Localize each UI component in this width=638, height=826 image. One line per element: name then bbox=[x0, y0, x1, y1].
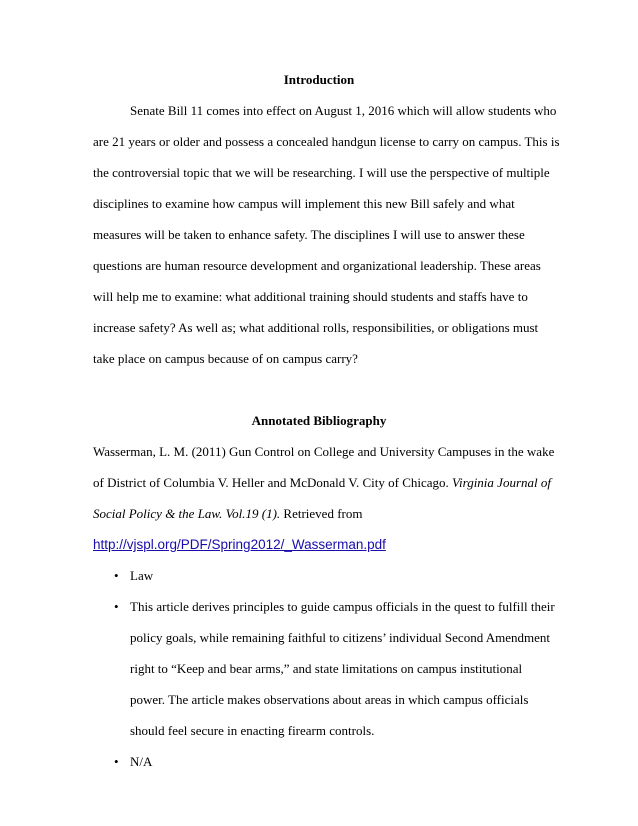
bullet-dot: • bbox=[114, 568, 119, 583]
citation-line-1: Wasserman, L. M. (2011) Gun Control on College and University Campuses in the wake bbox=[93, 444, 555, 459]
intro-line-7: will help me to examine: what additional training should students and staffs have to bbox=[93, 289, 528, 304]
retrieved-text: Retrieved from bbox=[280, 506, 363, 521]
journal-title: Virginia Journal of bbox=[452, 475, 551, 490]
citation-text: of District of Columbia V. Heller and McDonald V. City of Chicago. bbox=[93, 475, 453, 490]
bullet-discipline: Law bbox=[130, 568, 154, 583]
bullet-dot: • bbox=[114, 599, 119, 614]
summary-line-5: should feel secure in enacting firearm controls. bbox=[130, 723, 375, 738]
bibliography-heading: Annotated Bibliography bbox=[251, 413, 387, 428]
bullet-note: N/A bbox=[130, 754, 153, 769]
intro-line-6: questions are human resource development and organizational leadership. These areas bbox=[93, 258, 541, 273]
summary-line-4: power. The article makes observations about areas in which campus officials bbox=[130, 692, 529, 707]
citation-line-3 bbox=[93, 506, 553, 522]
intro-line-3: the controversial topic that we will be researching. I will use the perspective of multiple bbox=[93, 165, 550, 180]
introduction-heading: Introduction bbox=[283, 72, 355, 87]
bullet-dot: • bbox=[114, 754, 119, 769]
intro-line-8: increase safety? As well as; what additional rolls, responsibilities, or obligations must bbox=[93, 320, 539, 335]
citation-line-2 bbox=[93, 475, 553, 491]
summary-line-1: This article derives principles to guide campus officials in the quest to fulfill their bbox=[130, 599, 555, 614]
intro-line-5: measures will be taken to enhance safety. The disciplines I will use to answer these bbox=[93, 227, 525, 242]
intro-line-2: are 21 years or older and possess a concealed handgun license to carry on campus. This is bbox=[93, 134, 560, 149]
journal-volume: Social Policy & the Law. Vol.19 (1). bbox=[93, 506, 281, 521]
summary-line-2: policy goals, while remaining faithful to citizens’ individual Second Amendment bbox=[130, 630, 550, 645]
citation-url-link[interactable]: http://vjspl.org/PDF/Spring2012/_Wasserman.pdf bbox=[93, 537, 386, 552]
intro-line-4: disciplines to examine how campus will implement this new Bill safely and what bbox=[93, 196, 515, 211]
intro-line-9: take place on campus because of on campus carry? bbox=[93, 351, 358, 366]
intro-line-1: Senate Bill 11 comes into effect on August 1, 2016 which will allow students who bbox=[130, 103, 557, 118]
summary-line-3: right to “Keep and bear arms,” and state limitations on campus institutional bbox=[130, 661, 523, 676]
